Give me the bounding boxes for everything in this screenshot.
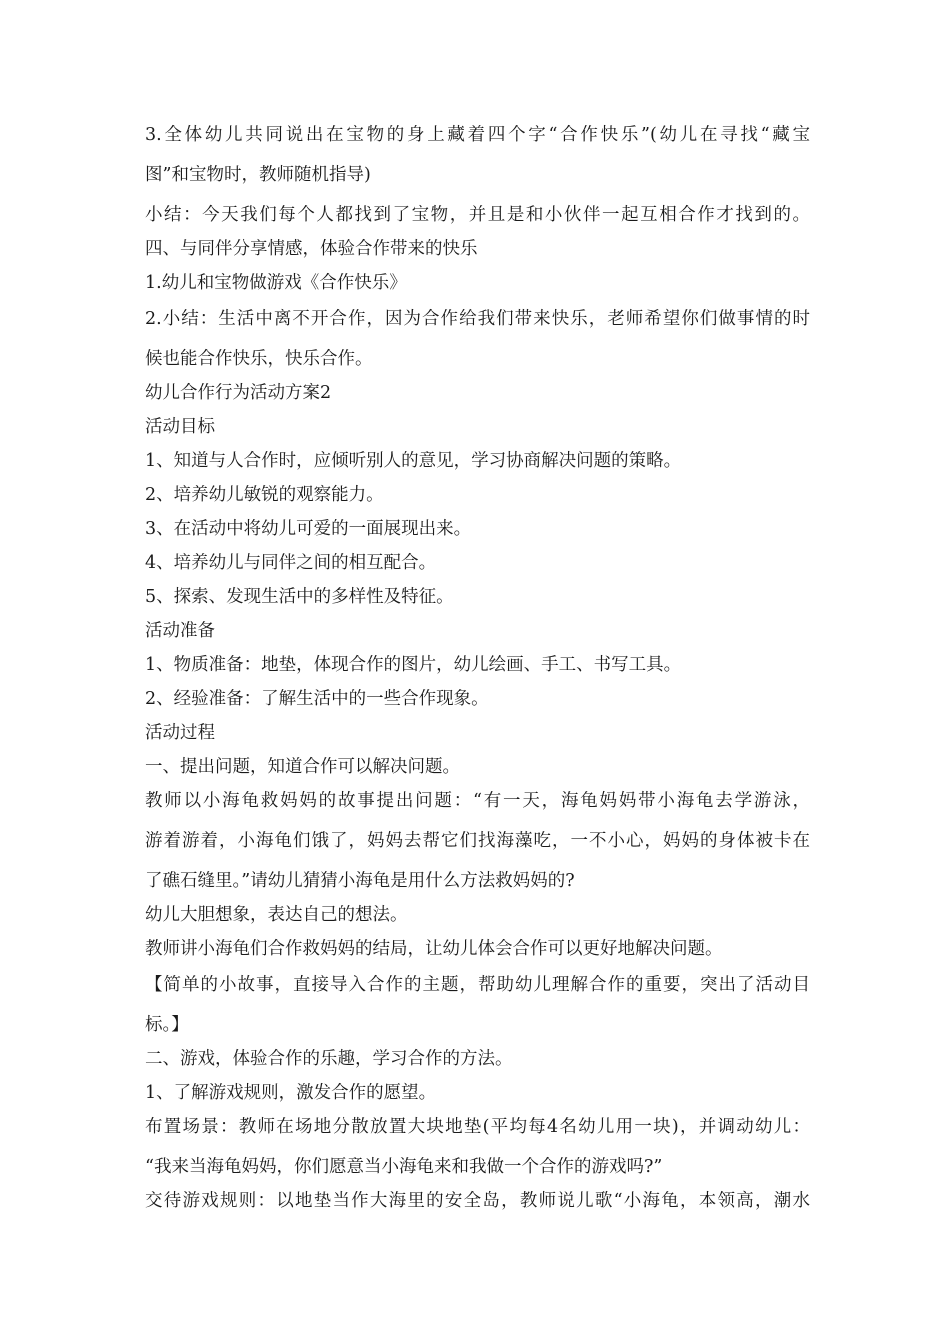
paragraph-line: 图”和宝物时，教师随机指导) bbox=[145, 165, 371, 185]
paragraph-line: 教师以小海龟救妈妈的故事提出问题：“有一天，海龟妈妈带小海龟去学游泳， bbox=[145, 791, 810, 811]
paragraph-line: 2.小结：生活中离不开合作，因为合作给我们带来快乐，老师希望你们做事情的时 bbox=[145, 309, 810, 329]
list-item: 5、探索、发现生活中的多样性及特征。 bbox=[145, 587, 454, 607]
list-item: 4、培养幼儿与同伴之间的相互配合。 bbox=[145, 553, 437, 573]
paragraph-line: 3.全体幼儿共同说出在宝物的身上藏着四个字“合作快乐”(幼儿在寻找“藏宝 bbox=[145, 125, 810, 145]
list-item: 2、经验准备：了解生活中的一些合作现象。 bbox=[145, 689, 489, 709]
section-heading: 二、游戏，体验合作的乐趣，学习合作的方法。 bbox=[145, 1049, 513, 1069]
section-heading: 一、提出问题，知道合作可以解决问题。 bbox=[145, 757, 460, 777]
section-heading: 活动准备 bbox=[145, 621, 215, 641]
paragraph-line: 教师讲小海龟们合作救妈妈的结局，让幼儿体会合作可以更好地解决问题。 bbox=[145, 939, 723, 959]
section-heading: 活动过程 bbox=[145, 723, 215, 743]
section-heading: 四、与同伴分享情感，体验合作带来的快乐 bbox=[145, 239, 478, 259]
paragraph-line: 小结：今天我们每个人都找到了宝物，并且是和小伙伴一起互相合作才找到的。 bbox=[145, 205, 810, 225]
paragraph-line: 候也能合作快乐，快乐合作。 bbox=[145, 349, 373, 369]
list-item: 3、在活动中将幼儿可爱的一面展现出来。 bbox=[145, 519, 472, 539]
paragraph-line: 幼儿大胆想象，表达自己的想法。 bbox=[145, 905, 408, 925]
paragraph-line: 1.幼儿和宝物做游戏《合作快乐》 bbox=[145, 273, 407, 293]
paragraph-line: 交待游戏规则：以地垫当作大海里的安全岛，教师说儿歌“小海龟，本领高，潮水 bbox=[145, 1191, 810, 1211]
document-page bbox=[145, 122, 810, 1214]
document-title: 幼儿合作行为活动方案2 bbox=[145, 383, 332, 403]
paragraph-line: 【简单的小故事，直接导入合作的主题，帮助幼儿理解合作的重要，突出了活动目 bbox=[145, 975, 810, 995]
list-item: 2、培养幼儿敏锐的观察能力。 bbox=[145, 485, 384, 505]
paragraph-line: 布置场景：教师在场地分散放置大块地垫(平均每4名幼儿用一块)，并调动幼儿： bbox=[145, 1117, 810, 1137]
paragraph-line: 了礁石缝里。”请幼儿猜猜小海龟是用什么方法救妈妈的? bbox=[145, 871, 575, 891]
paragraph-line: 标。】 bbox=[145, 1015, 189, 1035]
paragraph-line: “我来当海龟妈妈，你们愿意当小海龟来和我做一个合作的游戏吗?” bbox=[145, 1157, 663, 1177]
section-heading: 活动目标 bbox=[145, 417, 215, 437]
paragraph-line: 游着游着，小海龟们饿了，妈妈去帮它们找海藻吃，一不小心，妈妈的身体被卡在 bbox=[145, 831, 810, 851]
list-item: 1、了解游戏规则，激发合作的愿望。 bbox=[145, 1083, 437, 1103]
list-item: 1、知道与人合作时，应倾听别人的意见，学习协商解决问题的策略。 bbox=[145, 451, 682, 471]
list-item: 1、物质准备：地垫，体现合作的图片，幼儿绘画、手工、书写工具。 bbox=[145, 655, 682, 675]
